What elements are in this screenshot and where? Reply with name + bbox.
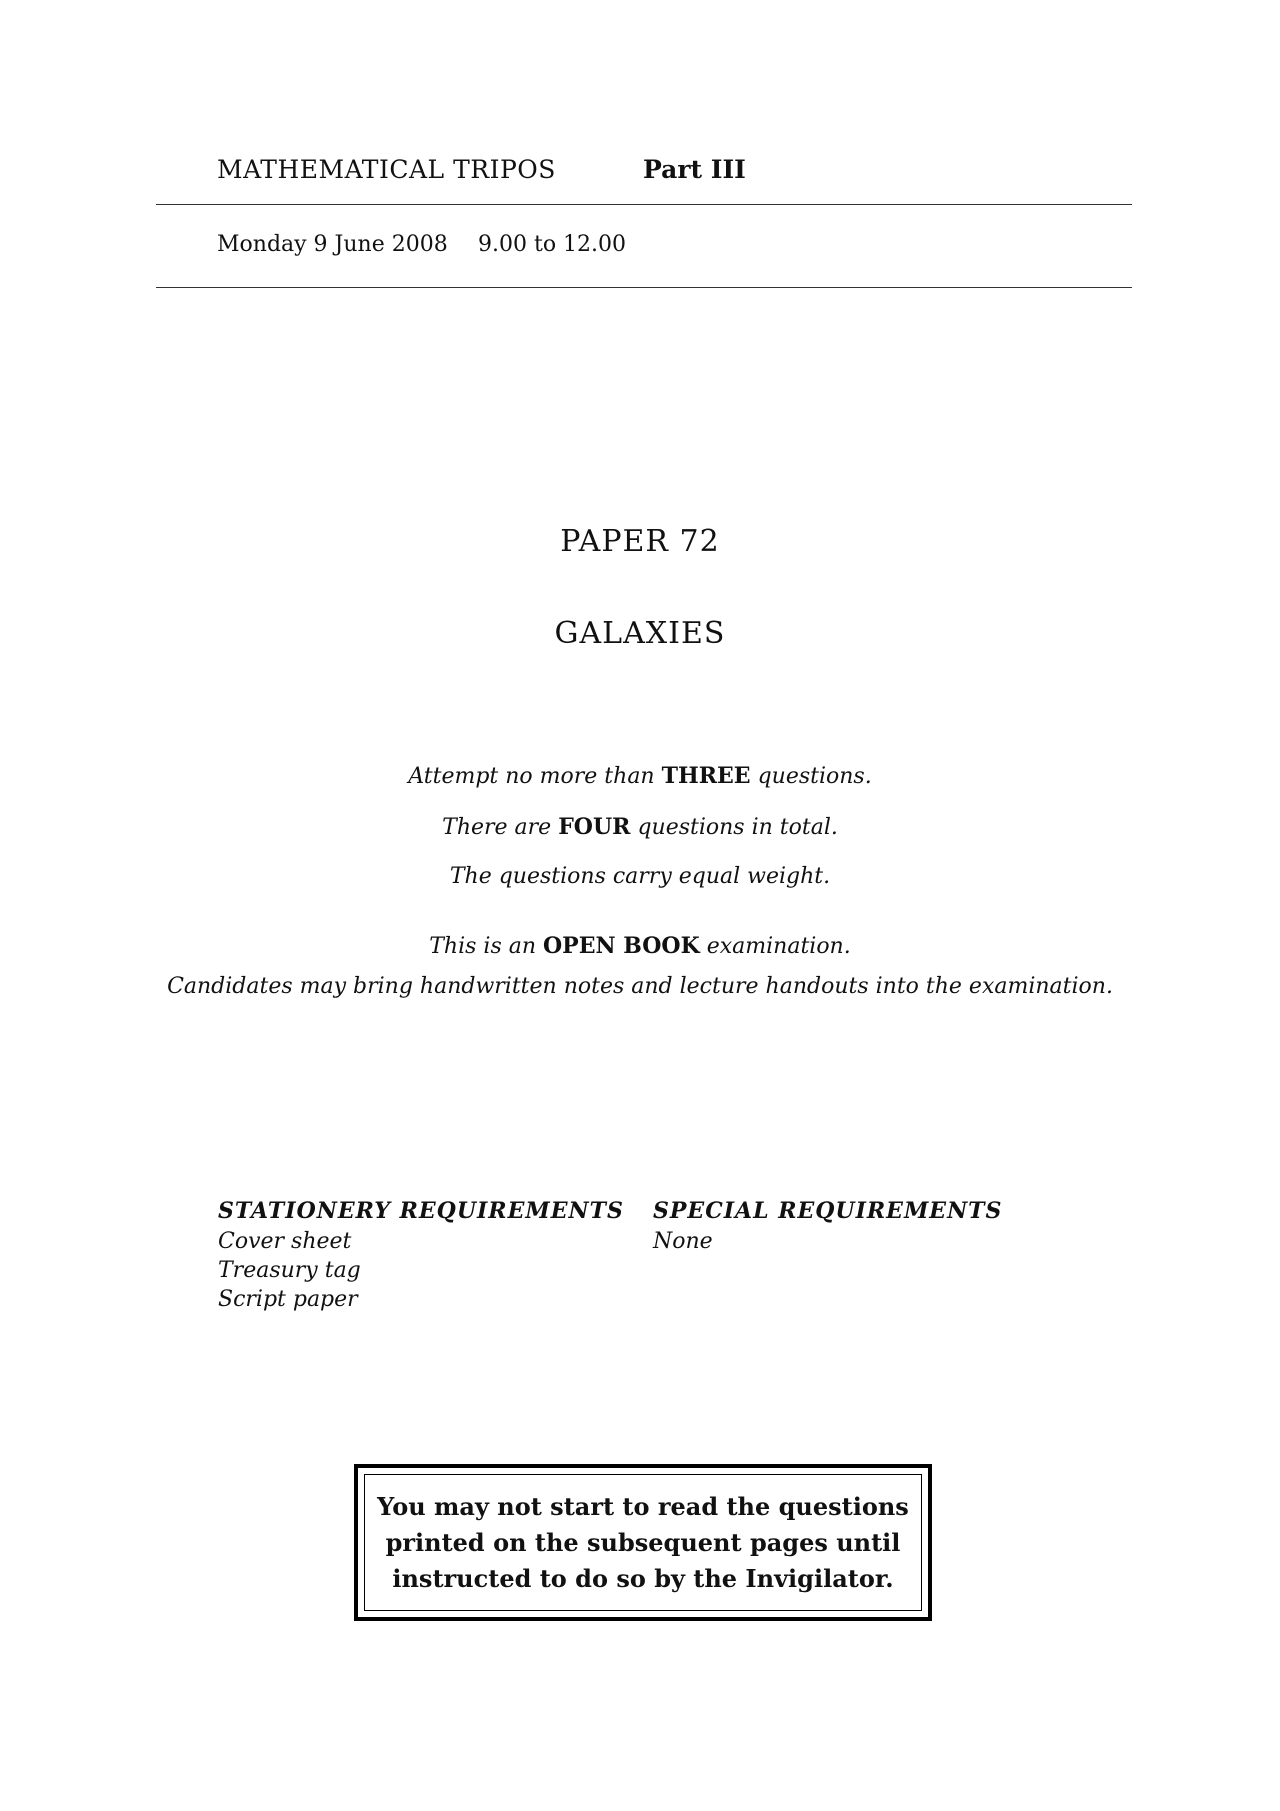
instruction-emphasis: THREE <box>661 763 751 789</box>
notice-line: instructed to do so by the Invigilator. <box>392 1563 894 1593</box>
instruction-attempt-limit <box>0 763 1280 789</box>
special-requirement-item: None <box>653 1229 713 1254</box>
paper-number: PAPER 72 <box>560 524 720 559</box>
instruction-question-count <box>0 814 1280 840</box>
notice-line: You may not start to read the questions <box>377 1491 909 1521</box>
instruction-text: The questions carry equal weight. <box>449 864 831 889</box>
instruction-text: questions in total. <box>630 815 838 840</box>
exam-series-title: MATHEMATICAL TRIPOS <box>217 155 556 184</box>
instruction-allowed-materials <box>0 974 1280 999</box>
invigilator-notice-inner-frame <box>364 1474 922 1611</box>
instruction-text: This is an <box>429 934 544 959</box>
paper-name: GALAXIES <box>554 616 726 651</box>
instruction-text: Candidates may bring handwritten notes and lecture handouts into the examination. <box>167 974 1113 999</box>
stationery-item: Cover sheet <box>218 1229 352 1254</box>
header-divider-bottom <box>156 287 1132 288</box>
stationery-item: Script paper <box>218 1287 358 1312</box>
exam-time: 9.00 to 12.00 <box>478 232 627 257</box>
stationery-requirements-heading: STATIONERY REQUIREMENTS <box>218 1198 624 1224</box>
stationery-item: Treasury tag <box>218 1258 361 1283</box>
instruction-emphasis: OPEN BOOK <box>543 933 700 959</box>
instruction-text: There are <box>442 815 559 840</box>
notice-line: printed on the subsequent pages until <box>385 1527 901 1557</box>
exam-part-label: Part III <box>643 155 746 184</box>
special-requirements-heading: SPECIAL REQUIREMENTS <box>653 1198 1003 1224</box>
instruction-emphasis: FOUR <box>558 814 631 840</box>
invigilator-notice-box <box>354 1464 932 1621</box>
header-divider-top <box>156 204 1132 205</box>
instruction-text: examination. <box>699 934 851 959</box>
instruction-equal-weight <box>0 864 1280 889</box>
exam-date: Monday 9 June 2008 <box>217 232 448 257</box>
instruction-text: questions. <box>750 764 872 789</box>
instruction-open-book <box>0 933 1280 959</box>
instruction-text: Attempt no more than <box>408 764 662 789</box>
